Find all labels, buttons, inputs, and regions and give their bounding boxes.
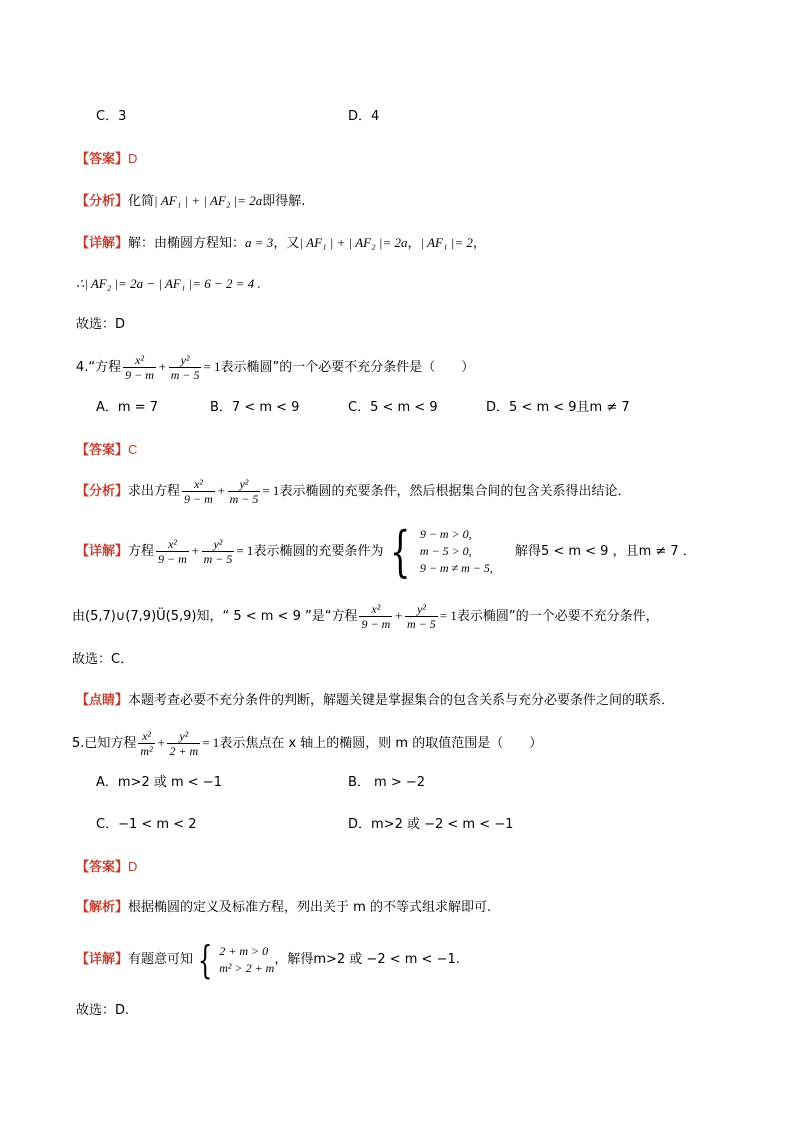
answer-value: D [128,151,138,166]
q4-option-a: A．m = 7 [96,400,158,415]
q4-choose: 故选：C． [72,652,134,667]
q3-analysis: 【分析】化简| AF₁ | + | AF₂ |= 2a即得解. [76,193,306,209]
fraction: $\frac{\text{x²}}{9 - m}$ [125,353,154,382]
q4-stem: 4.“方程 $\frac{\text{x²}}{9 - m}$ + $\frac{\text{y²}}{m - 5}$ = 1表示椭圆”的一个必要不充分条件是（ ） [76,353,475,382]
q3-option-d: D．4 [348,109,380,124]
q4-answer: 【答案】C [76,442,138,458]
fraction: $\frac{\text{y²}}{m - 5}$ [170,353,200,382]
q4-detail: 【详解】方程 $\frac{\text{x²}}{9 - m}$ + $\frac{\text{y²}}{m - 5}$ = 1表示椭圆的充要条件为 { 9 − m > 0, m − 5 > 0, 9 − m ≠ m − 5, 解得5 < m < 9 ，且m ≠ 7 ． [76,519,696,583]
q3-therefore: ∴| AF₂ |= 2a − | AF₁ |= 6 − 2 = 4 . [76,276,261,291]
q4-option-d: D．5 < m < 9且m ≠ 7 [486,400,630,415]
q5-option-a: A．m>2 或 m < −1 [96,775,222,790]
q5-analysis: 【解析】根据椭圆的定义及标准方程，列出关于 m 的不等式组求解即可. [76,900,492,915]
q4-analysis: 【分析】求出方程 $\frac{\text{x²}}{9 - m}$ + $\frac{\text{y²}}{m - 5}$ = 1表示椭圆的充要条件，然后根据集合间的包含关系得出结论． [76,477,631,506]
q5-option-c: C．−1 < m < 2 [96,817,197,832]
q3-option-c: C．3 [96,109,127,124]
q4-option-c: C．5 < m < 9 [348,400,438,415]
q4-option-b: B．7 < m < 9 [210,400,300,415]
q5-stem: 5.已知方程 $\frac{\text{x²}}{\text{m²}}$ + $\frac{\text{y²}}{2 + m}$ = 1表示焦点在 x 轴上的椭圆，则 m 的取值范围是（ ） [72,729,543,758]
answer-tag: 【答案】 [76,152,129,167]
q3-detail: 【详解】解：由椭圆方程知：a = 3，又| AF₁ | + | AF₂ |= 2a，| AF₁ |= 2， [76,235,486,251]
q5-option-d: D．m>2 或 −2 < m < −1 [348,817,514,832]
q5-choose: 故选：D. [76,1003,130,1018]
equation-system: { 2 + m > 0 m² > 2 + m [197,937,275,982]
q4-since: 由(5,7)∪(7,9)Ü(5,9)知，“ 5 < m < 9 ”是“方程 $\frac{\text{x²}}{9 - m}$ + $\frac{\text{y²}}{m - 5}$ = 1表示椭圆”的一个必要不充分条件， [72,602,659,631]
q5-option-b: B． m > −2 [348,775,426,790]
equation-system: { 9 − m > 0, m − 5 > 0, 9 − m ≠ m − 5, [390,519,493,583]
q3-answer [76,150,137,169]
q3-choose: 故选：D [76,317,126,332]
q5-detail: 【详解】有题意可知 { 2 + m > 0 m² > 2 + m ，解得m>2 或 −2 < m < −1. [76,937,460,982]
q4-comment: 【点睛】本题考查必要不充分条件的判断，解题关键是掌握集合的包含关系与充分必要条件之间的联系． [76,693,675,708]
q5-answer: 【答案】D [76,859,138,875]
